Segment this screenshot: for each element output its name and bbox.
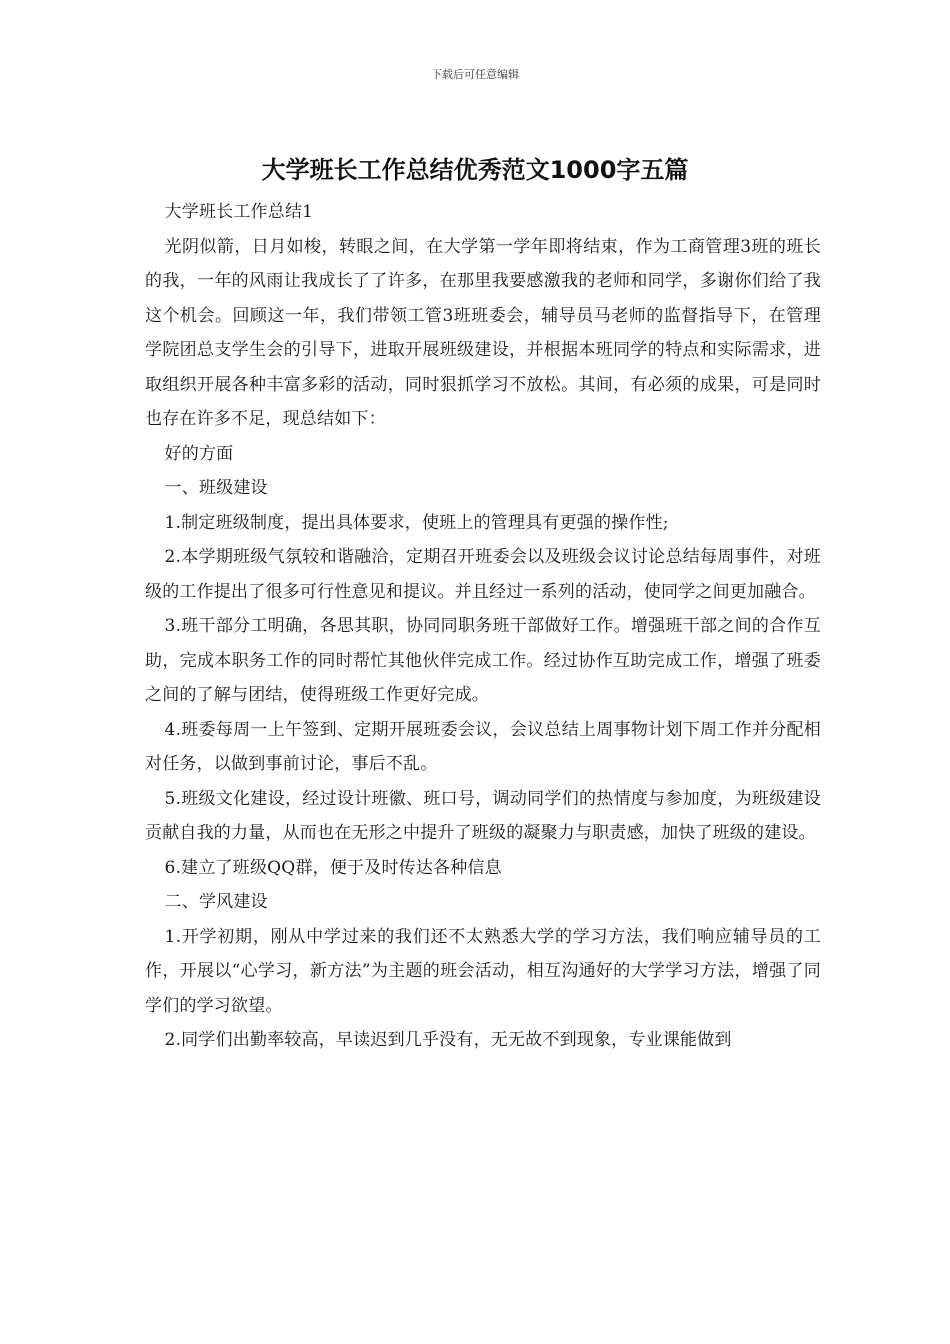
paragraph-item-2: 2.本学期班级气氛较和谐融洽，定期召开班委会以及班级会议讨论总结每周事件，对班级的工作提出了很多可行性意见和提议。并且经过一系列的活动，使同学之间更加融合。 bbox=[145, 547, 821, 602]
paragraph-good-aspects: 好的方面 bbox=[164, 443, 234, 464]
paragraph-study-style-heading: 二、学风建设 bbox=[164, 892, 268, 912]
paragraph-item-1: 1.制定班级制度，提出具体要求，使班上的管理具有更强的操作性; bbox=[164, 512, 669, 533]
paragraph-item-6: 6.建立了班级QQ群，便于及时传达各种信息 bbox=[164, 857, 502, 878]
paragraph-item-5: 5.班级文化建设，经过设计班徽、班口号，调动同学们的热情度与参加度，为班级建设贡献自我的力量，从而也在无形之中提升了班级的凝聚力与职责感，加快了班级的建设。 bbox=[145, 788, 821, 843]
paragraph-intro: 光阴似箭，日月如梭，转眼之间，在大学第一学年即将结束，作为工商管理3班的班长的我，一年的风雨让我成长了了许多，在那里我要感激我的老师和同学，多谢你们给了我这个机会。回顾这一年，我们带领工管3班班委会，辅导员马老师的监督指导下，在管理学院团总支学生会的引导下，进取开展班级建设，并根据本班同学的特点和实际需求，进取组织开展各种丰富多彩的活动，同时狠抓学习不放松。其间，有必须的成果，可是同时也存在许多不足，现总结如下： bbox=[145, 236, 821, 429]
document-title: 大学班长工作总结优秀范文1000字五篇 bbox=[261, 156, 689, 184]
paragraph-study-item-1: 1.开学初期，刚从中学过来的我们还不太熟悉大学的学习方法，我们响应辅导员的工作，开展以“心学习，新方法”为主题的班会活动，相互沟通好的大学学习方法，增强了同学们的学习欲望。 bbox=[145, 926, 821, 1016]
paragraph-study-item-2: 2.同学们出勤率较高，早读迟到几乎没有，无无故不到现象，专业课能做到 bbox=[164, 1030, 732, 1050]
paragraph-class-building-heading: 一、班级建设 bbox=[164, 478, 268, 498]
paragraph-item-3: 3.班干部分工明确，各思其职，协同同职务班干部做好工作。增强班干部之间的合作互助，完成本职务工作的同时帮忙其他伙伴完成工作。经过协作互助完成工作，增强了班委之间的了解与团结，使得班级工作更好完成。 bbox=[145, 616, 821, 705]
header-note: 下载后可任意编辑 bbox=[431, 68, 519, 81]
paragraph-item-4: 4.班委每周一上午签到、定期开展班委会议，会议总结上周事物计划下周工作并分配相对任务，以做到事前讨论，事后不乱。 bbox=[145, 719, 821, 774]
document-body bbox=[145, 195, 821, 1058]
paragraph-section-heading: 大学班长工作总结1 bbox=[164, 202, 314, 222]
